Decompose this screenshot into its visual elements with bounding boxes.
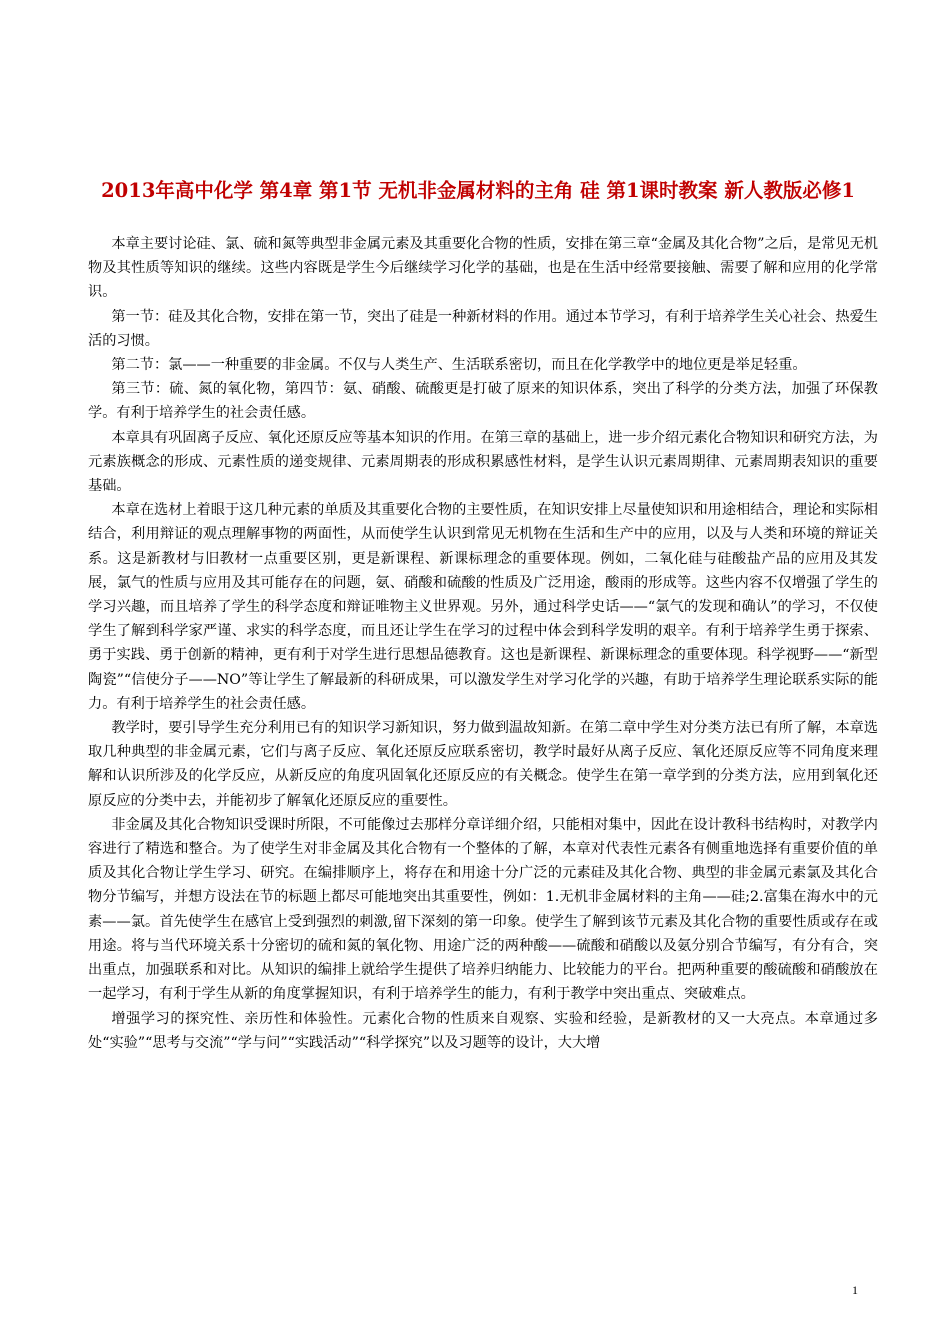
paragraph-content-structure: 非金属及其化合物知识受课时所限，不可能像过去那样分章详细介绍，只能相对集中，因此在设计教科书结构时，对教学内容进行了精选和整合。为了使学生对非金属及其化合物有一个整体的了解，本章对代表性元素各有侧重地选择有重要价值的单质及其化合物让学生学习、研究。在编排顺序上，将存在和用途十分广泛的元素硅及其化合物、典型的非金属元素氯及其化合物分节编写，并想方设法在节的标题上都尽可能地突出其重要性，例如：1.无机非金属材料的主角——硅;2.富集在海水中的元素——氯。首先使学生在感官上受到强烈的刺激,留下深刻的第一印象。使学生了解到该节元素及其化合物的重要性质或存在或用途。将与当代环境关系十分密切的硫和氮的氧化物、用途广泛的两种酸——硫酸和硝酸以及氨分别合节编写，有分有合，突出重点，加强联系和对比。从知识的编排上就给学生提供了培养归纳能力、比较能力的平台。把两种重要的酸硫酸和硝酸放在一起学习，有利于学生从新的角度掌握知识，有利于培养学生的能力，有利于教学中突出重点、突破难点。	[88, 816, 878, 1003]
paragraph-inquiry-learning: 增强学习的探究性、亲历性和体验性。元素化合物的性质来自观察、实验和经验，是新教材的又一大亮点。本章通过多处“实验”“思考与交流”“学与问”“实践活动”“科学探究”以及习题等的设计，大大增	[88, 1010, 878, 1051]
paragraph-chapter-role: 本章具有巩固离子反应、氧化还原反应等基本知识的作用。在第三章的基础上，进一步介绍元素化合物知识和研究方法，为元素族概念的形成、元素性质的递变规律、元素周期表的形成积累感性材料，是学生认识元素周期律、元素周期表知识的重要基础。	[88, 429, 878, 495]
page-number: 1	[852, 1283, 858, 1297]
paragraph-material-selection: 本章在选材上着眼于这几种元素的单质及其重要化合物的主要性质，在知识安排上尽量使知识和用途相结合，理论和实际相结合，利用辩证的观点理解事物的两面性，从而使学生认识到常见无机物在生活和生产中的应用，以及与人类和环境的辩证关系。这是新教材与旧教材一点重要区别，更是新课程、新课标理念的重要体现。例如，二氧化硅与硅酸盐产品的应用及其发展，氯气的性质与应用及其可能存在的问题，氨、硝酸和硫酸的性质及广泛用途，酸雨的形成等。这些内容不仅增强了学生的学习兴趣，而且培养了学生的科学态度和辩证唯物主义世界观。另外，通过科学史话——“氯气的发现和确认”的学习，不仅使学生了解到科学家严谨、求实的科学态度，而且还让学生在学习的过程中体会到科学发明的艰辛。有利于培养学生勇于探索、勇于实践、勇于创新的精神，更有利于对学生进行思想品德教育。这也是新课程、新课标理念的重要体现。科学视野——“新型陶瓷”“信使分子——NO”等让学生了解最新的科研成果，可以激发学生对学习化学的兴趣，有助于培养学生理论联系实际的能力。有利于培养学生的社会责任感。	[88, 502, 878, 712]
document-title: 2013年高中化学 第4章 第1节 无机非金属材料的主角 硅 第1课时教案 新人教版必修1	[101, 179, 855, 202]
paragraph-section-3-4: 第三节：硫、氮的氧化物，第四节：氨、硝酸、硫酸更是打破了原来的知识体系，突出了科学的分类方法，加强了环保教学。有利于培养学生的社会责任感。	[88, 381, 878, 422]
document-body	[88, 232, 878, 1055]
paragraph-section-2: 第二节：氯——一种重要的非金属。不仅与人类生产、生活联系密切，而且在化学教学中的地位更是举足轻重。	[111, 357, 807, 374]
paragraph-section-1: 第一节：硅及其化合物，安排在第一节，突出了硅是一种新材料的作用。通过本节学习，有利于培养学生关心社会、热爱生活的习惯。	[88, 308, 878, 349]
paragraph-chapter-overview: 本章主要讨论硅、氯、硫和氮等典型非金属元素及其重要化合物的性质，安排在第三章“金属及其化合物”之后，是常见无机物及其性质等知识的继续。这些内容既是学生今后继续学习化学的基础，也是在生活中经常要接触、需要了解和应用的化学常识。	[88, 236, 878, 301]
paragraph-teaching-guidance: 教学时，要引导学生充分利用已有的知识学习新知识，努力做到温故知新。在第二章中学生对分类方法已有所了解，本章选取几种典型的非金属元素，它们与离子反应、氧化还原反应联系密切，教学时最好从离子反应、氧化还原反应等不同角度来理解和认识所涉及的化学反应，从新反应的角度巩固氧化还原反应的有关概念。使学生在第一章学到的分类方法，应用到氧化还原反应的分类中去，并能初步了解氧化还原反应的重要性。	[88, 720, 878, 809]
